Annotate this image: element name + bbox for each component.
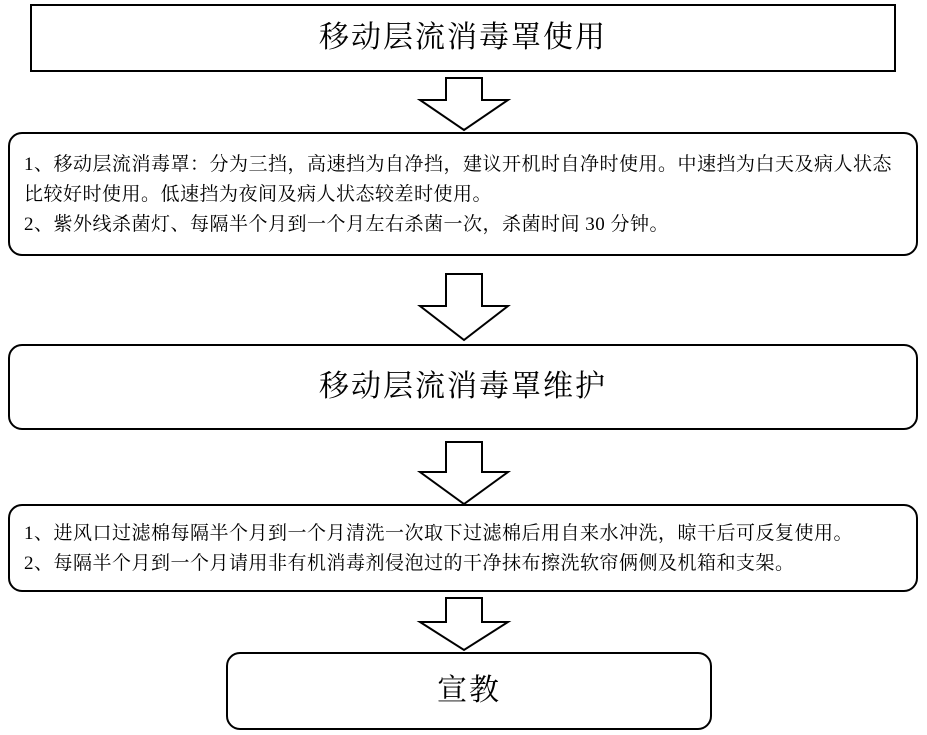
arrow-down-3 bbox=[416, 440, 512, 506]
flow-node-maintain-title-label: 移动层流消毒罩维护 bbox=[319, 370, 607, 403]
flow-node-maintain-content-line-1: 1、进风口过滤棉每隔半个月到一个月清洗一次取下过滤棉后用自来水冲洗，晾干后可反复使用。 bbox=[24, 523, 854, 544]
arrow-down-4 bbox=[416, 596, 512, 652]
arrow-down-2 bbox=[416, 272, 512, 342]
flow-node-maintain-title bbox=[8, 344, 918, 430]
flow-node-use-content-line-1: 1、移动层流消毒罩：分为三挡，高速挡为自净挡，建议开机时自净时使用。中速挡为白天及病人状态比较好时使用。低速挡为夜间及病人状态较差时使用。 bbox=[24, 154, 893, 205]
flow-node-use-title bbox=[30, 4, 896, 72]
flow-node-education bbox=[226, 652, 712, 730]
flow-node-education-label: 宣教 bbox=[437, 674, 501, 707]
flow-node-use-content-line-2: 2、紫外线杀菌灯、每隔半个月到一个月左右杀菌一次，杀菌时间 30 分钟。 bbox=[24, 214, 670, 235]
arrow-down-1 bbox=[416, 76, 512, 132]
flow-node-use-content bbox=[8, 132, 918, 256]
flow-node-maintain-content bbox=[8, 504, 918, 592]
flow-node-use-title-label: 移动层流消毒罩使用 bbox=[319, 21, 607, 54]
flow-node-maintain-content-line-2: 2、每隔半个月到一个月请用非有机消毒剂侵泡过的干净抹布擦洗软帘俩侧及机箱和支架。 bbox=[24, 553, 795, 574]
